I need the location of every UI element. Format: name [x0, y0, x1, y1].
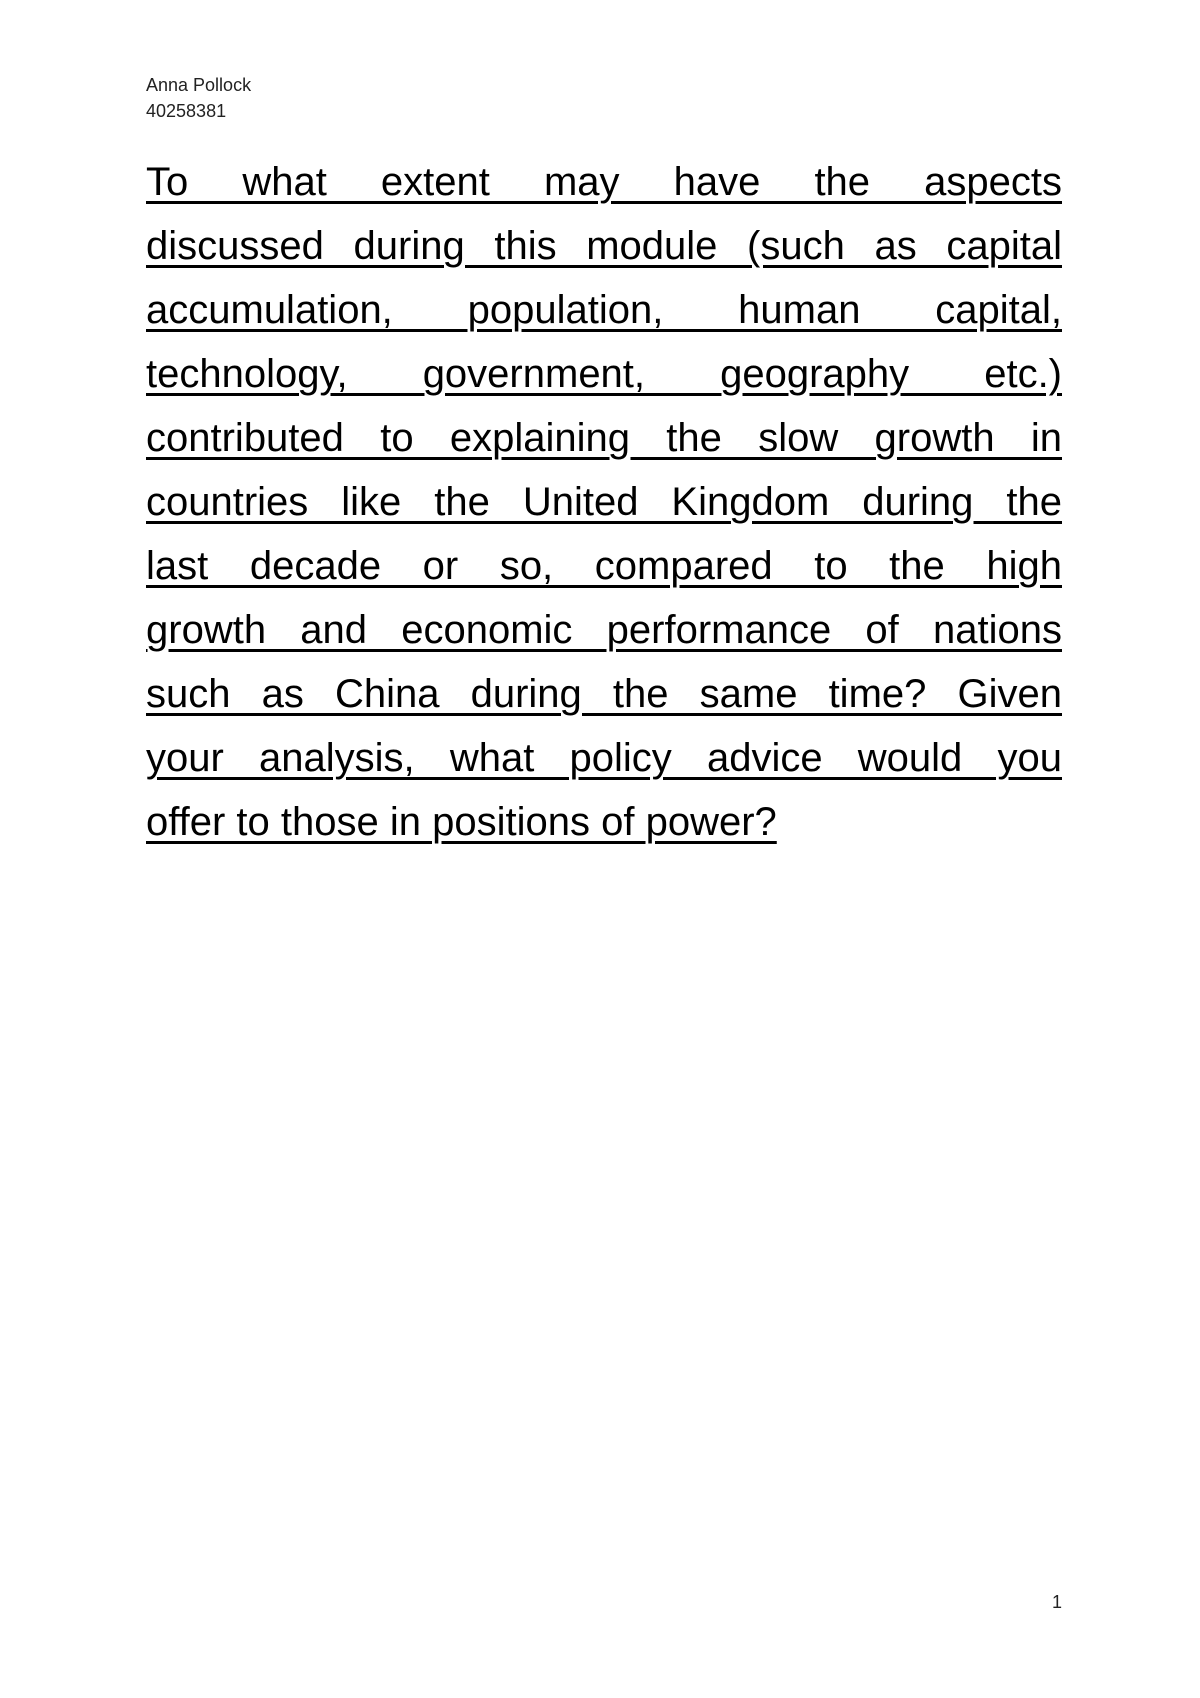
- essay-question-line: offer to those in positions of power?: [146, 800, 777, 844]
- essay-question-line: contributed to explaining the slow growth in: [146, 416, 1062, 460]
- author-name: Anna Pollock: [146, 75, 252, 95]
- student-id: 40258381: [146, 101, 227, 121]
- essay-question-line: such as China during the same time? Given: [146, 672, 1062, 716]
- essay-question-line: last decade or so, compared to the high: [146, 544, 1062, 588]
- essay-question-line: growth and economic performance of nations: [146, 608, 1062, 652]
- page-number: 1: [1051, 1592, 1062, 1612]
- essay-question: [146, 150, 1062, 854]
- essay-question-line: technology, government, geography etc.): [146, 352, 1062, 396]
- page-header: [146, 72, 251, 124]
- essay-question-line: accumulation, population, human capital,: [146, 288, 1062, 332]
- essay-question-line: your analysis, what policy advice would you: [146, 736, 1062, 780]
- essay-question-line: countries like the United Kingdom during the: [146, 480, 1062, 524]
- essay-question-line: discussed during this module (such as capital: [146, 224, 1062, 268]
- essay-question-line: To what extent may have the aspects: [146, 160, 1062, 204]
